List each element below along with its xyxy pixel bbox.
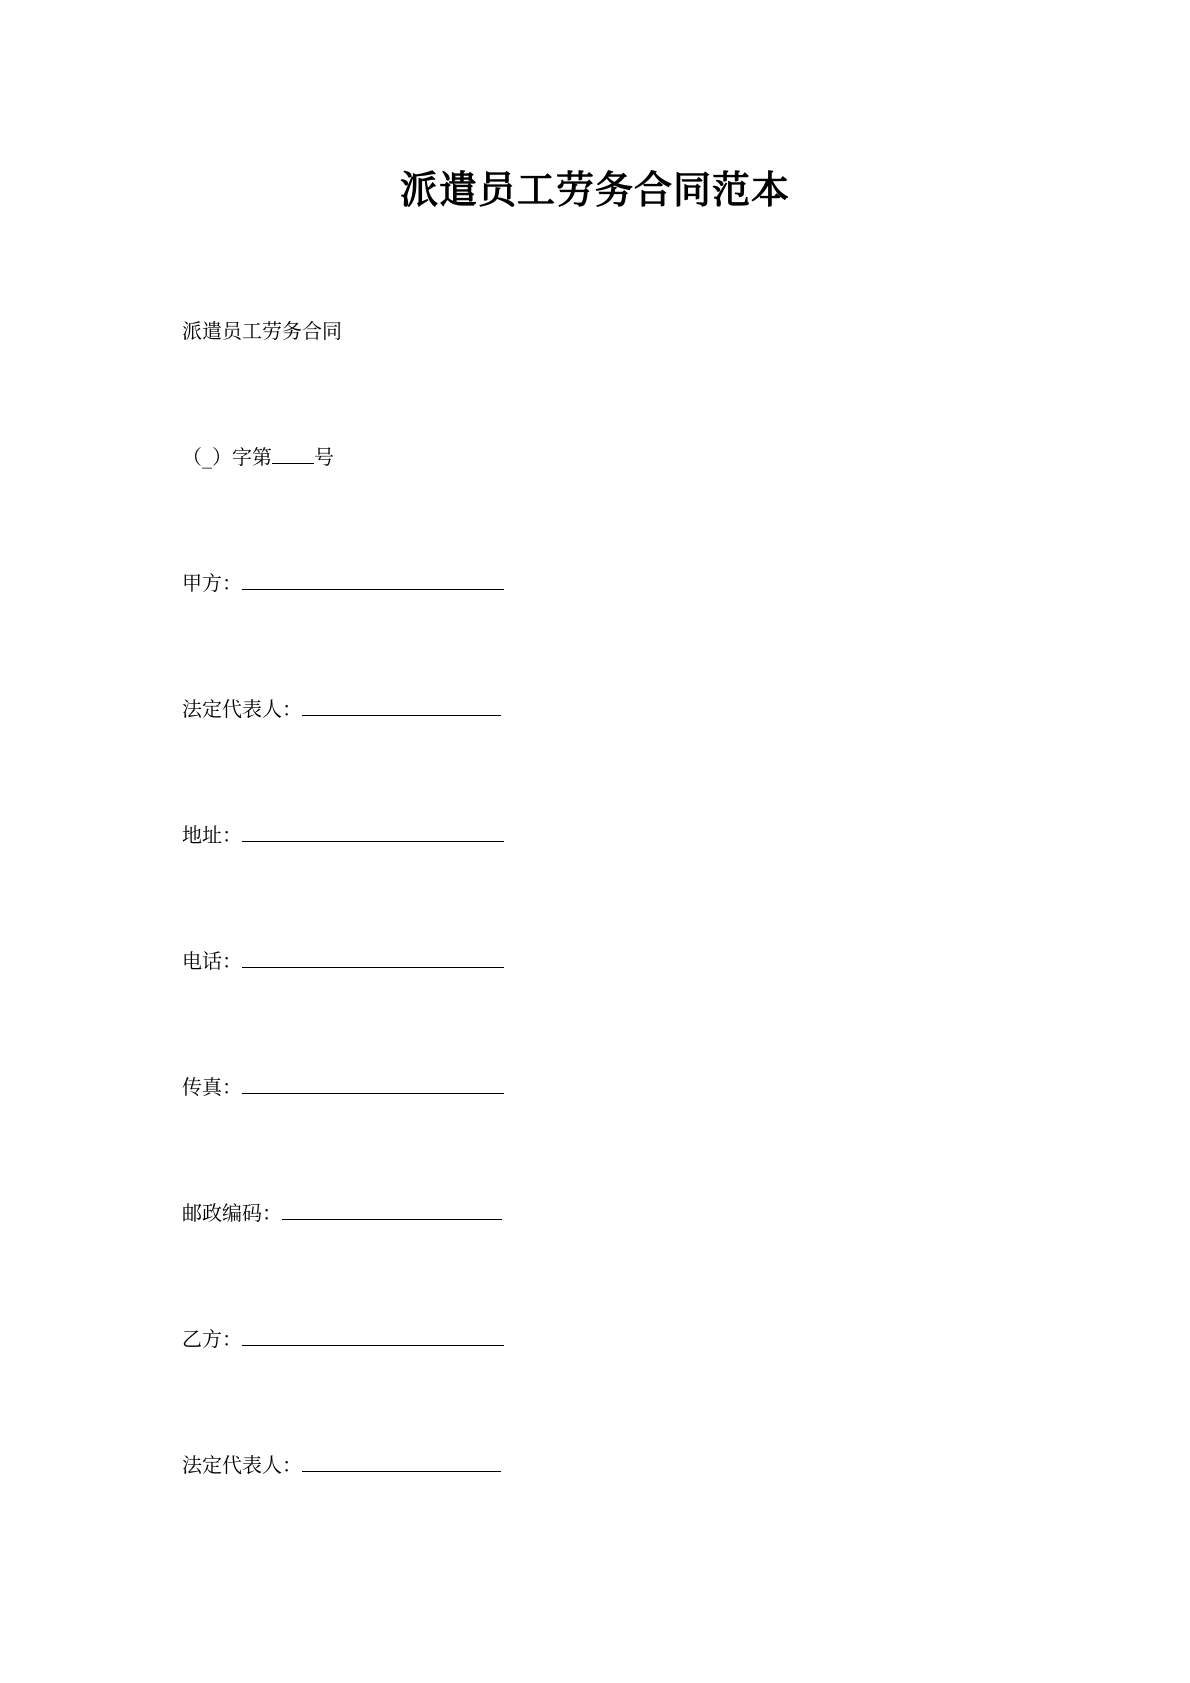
contract-number-suffix: 号 [314, 445, 334, 469]
fill-in-blank[interactable] [242, 947, 504, 968]
fill-in-blank[interactable] [242, 1073, 504, 1094]
field-fax [182, 1072, 504, 1102]
field-postal-code [182, 1198, 502, 1228]
field-address [182, 820, 504, 850]
fill-in-blank[interactable] [282, 1199, 502, 1220]
field-legal-representative-b [182, 1450, 501, 1480]
fill-in-blank[interactable] [242, 1325, 504, 1346]
contract-subtitle: 派遣员工劳务合同 [182, 319, 342, 343]
field-label: 法定代表人： [182, 697, 302, 721]
field-label: 乙方： [182, 1327, 242, 1351]
field-label: 甲方： [182, 571, 242, 595]
fill-in-blank[interactable] [302, 695, 501, 716]
field-legal-representative-a [182, 694, 501, 724]
field-label: 地址： [182, 823, 242, 847]
contract-number-line [182, 442, 334, 472]
fill-in-blank[interactable] [242, 569, 504, 590]
field-phone [182, 946, 504, 976]
fill-in-blank[interactable] [302, 1451, 501, 1472]
contract-number-blank[interactable] [272, 443, 314, 464]
field-party-b [182, 1324, 504, 1354]
field-party-a [182, 568, 504, 598]
field-label: 法定代表人： [182, 1453, 302, 1477]
contract-number-prefix: （_）字第 [182, 445, 272, 469]
field-label: 电话： [182, 949, 242, 973]
field-label: 邮政编码： [182, 1201, 282, 1225]
document-title: 派遣员工劳务合同范本 [399, 167, 790, 212]
fill-in-blank[interactable] [242, 821, 504, 842]
field-label: 传真： [182, 1075, 242, 1099]
